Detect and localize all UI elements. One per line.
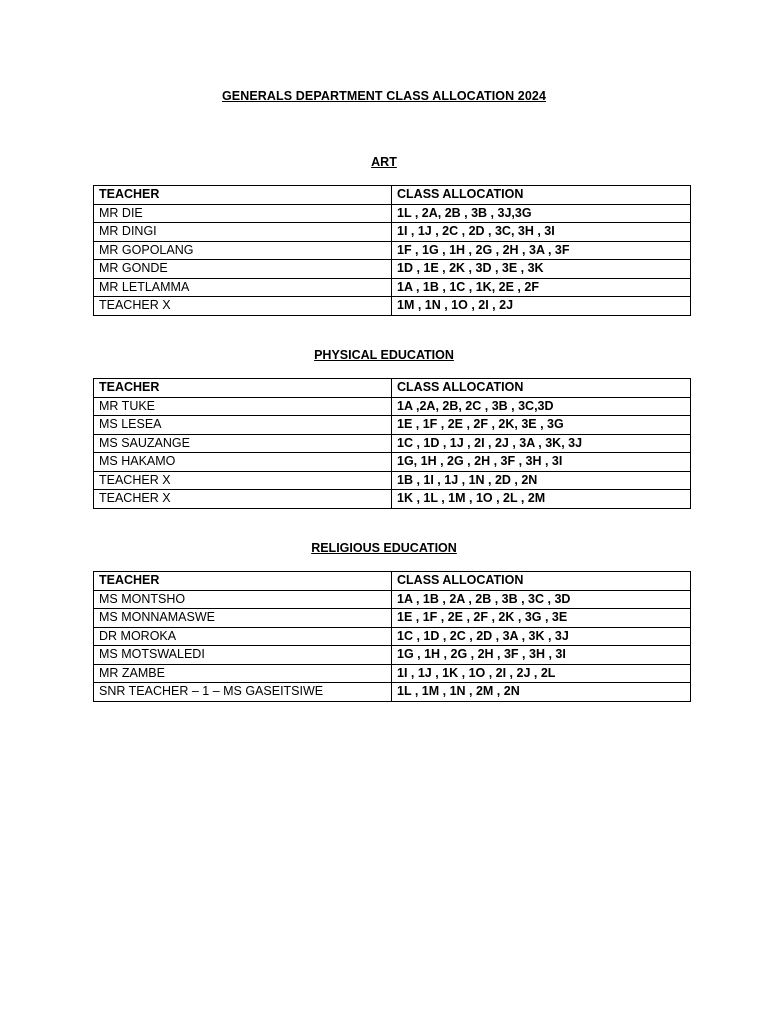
class-allocation-cell: 1D , 1E , 2K , 3D , 3E , 3K	[392, 260, 691, 279]
class-allocation-cell: 1E , 1F , 2E , 2F , 2K, 3E , 3G	[392, 416, 691, 435]
teacher-cell: MS SAUZANGE	[94, 434, 392, 453]
table-row	[94, 416, 691, 435]
teacher-cell: MR GOPOLANG	[94, 241, 392, 260]
teacher-column-header: TEACHER	[94, 572, 392, 591]
table-row	[94, 204, 691, 223]
table-row	[94, 241, 691, 260]
class-allocation-cell: 1A ,2A, 2B, 2C , 3B , 3C,3D	[392, 397, 691, 416]
section-title-physical-education: PHYSICAL EDUCATION	[314, 348, 454, 362]
class-allocation-cell: 1F , 1G , 1H , 2G , 2H , 3A , 3F	[392, 241, 691, 260]
table-row	[94, 627, 691, 646]
table-row	[94, 490, 691, 509]
table-row	[94, 297, 691, 316]
teacher-cell: MR GONDE	[94, 260, 392, 279]
teacher-cell: MS MOTSWALEDI	[94, 646, 392, 665]
class-allocation-cell: 1K , 1L , 1M , 1O , 2L , 2M	[392, 490, 691, 509]
table-header-row	[94, 379, 691, 398]
table-row	[94, 397, 691, 416]
table-row	[94, 434, 691, 453]
table-row	[94, 664, 691, 683]
teacher-cell: MS HAKAMO	[94, 453, 392, 472]
class-allocation-cell: 1A , 1B , 2A , 2B , 3B , 3C , 3D	[392, 590, 691, 609]
table-row	[94, 223, 691, 242]
class-allocation-cell: 1I , 1J , 2C , 2D , 3C, 3H , 3I	[392, 223, 691, 242]
class-allocation-cell: 1G, 1H , 2G , 2H , 3F , 3H , 3I	[392, 453, 691, 472]
table-row	[94, 260, 691, 279]
teacher-cell: SNR TEACHER – 1 – MS GASEITSIWE	[94, 683, 392, 702]
teacher-column-header: TEACHER	[94, 379, 392, 398]
table-header-row	[94, 572, 691, 591]
table-header-row	[94, 186, 691, 205]
teacher-cell: DR MOROKA	[94, 627, 392, 646]
class-allocation-column-header: CLASS ALLOCATION	[392, 186, 691, 205]
teacher-cell: TEACHER X	[94, 490, 392, 509]
class-allocation-cell: 1G , 1H , 2G , 2H , 3F , 3H , 3I	[392, 646, 691, 665]
teacher-column-header: TEACHER	[94, 186, 392, 205]
religious-education-allocation-table	[93, 571, 691, 702]
teacher-cell: TEACHER X	[94, 471, 392, 490]
class-allocation-cell: 1C , 1D , 2C , 2D , 3A , 3K , 3J	[392, 627, 691, 646]
class-allocation-column-header: CLASS ALLOCATION	[392, 572, 691, 591]
table-row	[94, 590, 691, 609]
class-allocation-cell: 1C , 1D , 1J , 2I , 2J , 3A , 3K, 3J	[392, 434, 691, 453]
class-allocation-cell: 1M , 1N , 1O , 2I , 2J	[392, 297, 691, 316]
class-allocation-cell: 1B , 1I , 1J , 1N , 2D , 2N	[392, 471, 691, 490]
teacher-cell: MR TUKE	[94, 397, 392, 416]
teacher-cell: MR ZAMBE	[94, 664, 392, 683]
teacher-cell: MR DIE	[94, 204, 392, 223]
table-row	[94, 646, 691, 665]
teacher-cell: MS LESEA	[94, 416, 392, 435]
class-allocation-cell: 1L , 1M , 1N , 2M , 2N	[392, 683, 691, 702]
teacher-cell: MS MONTSHO	[94, 590, 392, 609]
table-row	[94, 683, 691, 702]
class-allocation-cell: 1I , 1J , 1K , 1O , 2I , 2J , 2L	[392, 664, 691, 683]
table-row	[94, 278, 691, 297]
table-row	[94, 453, 691, 472]
class-allocation-cell: 1A , 1B , 1C , 1K, 2E , 2F	[392, 278, 691, 297]
class-allocation-column-header: CLASS ALLOCATION	[392, 379, 691, 398]
document-title: GENERALS DEPARTMENT CLASS ALLOCATION 2024	[221, 89, 547, 103]
class-allocation-cell: 1L , 2A, 2B , 3B , 3J,3G	[392, 204, 691, 223]
art-allocation-table	[93, 185, 691, 316]
physical-education-allocation-table	[93, 378, 691, 509]
class-allocation-cell: 1E , 1F , 2E , 2F , 2K , 3G , 3E	[392, 609, 691, 628]
table-row	[94, 609, 691, 628]
teacher-cell: MR LETLAMMA	[94, 278, 392, 297]
teacher-cell: TEACHER X	[94, 297, 392, 316]
section-title-religious-education: RELIGIOUS EDUCATION	[311, 541, 457, 555]
teacher-cell: MR DINGI	[94, 223, 392, 242]
section-title-art: ART	[371, 155, 397, 169]
teacher-cell: MS MONNAMASWE	[94, 609, 392, 628]
table-row	[94, 471, 691, 490]
